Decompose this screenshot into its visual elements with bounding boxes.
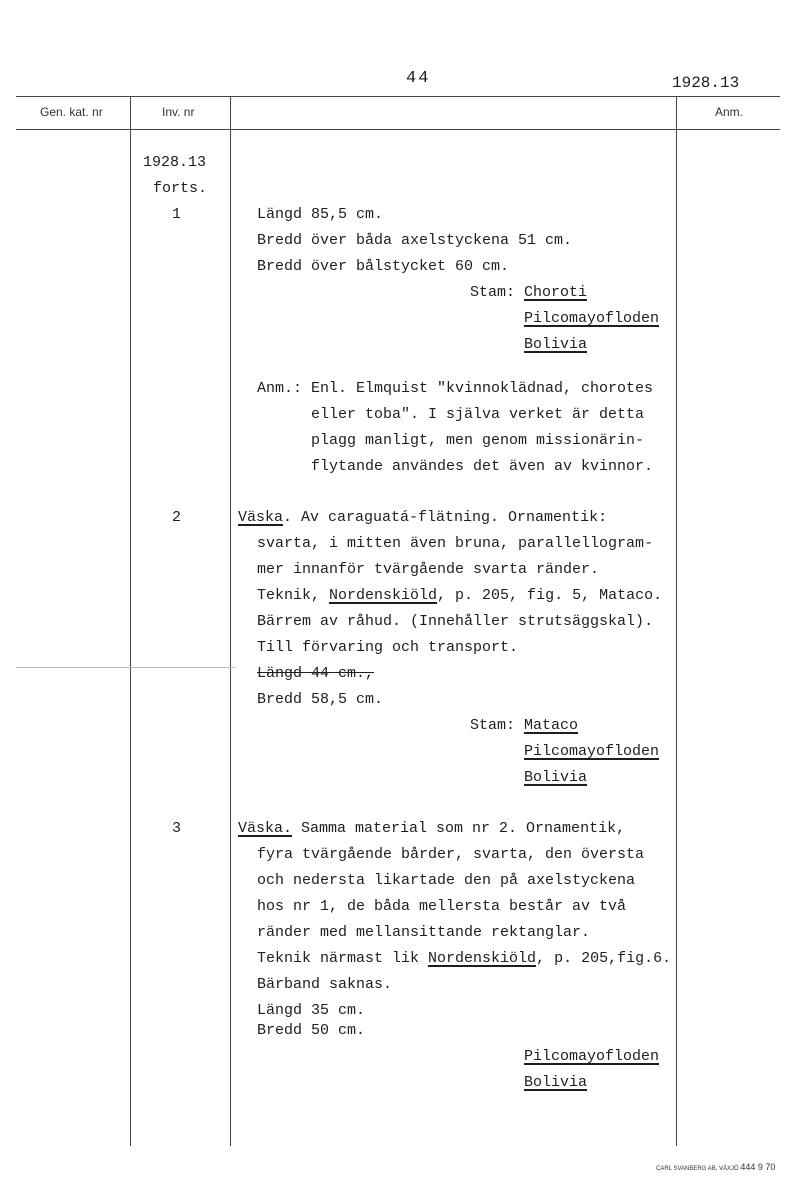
item1-tribe: Choroti — [524, 284, 588, 301]
item1-note-line-4: flytande användes det även av kvinnor. — [311, 458, 654, 475]
item2-line-6: Till förvaring och transport. — [257, 639, 519, 656]
item2-description-start: . Av caraguatá-flätning. Ornamentik: — [283, 509, 608, 526]
item1-river: Pilcomayofloden — [524, 310, 660, 327]
item2-technique-prefix: Teknik, — [257, 587, 330, 604]
item1-width-body: Bredd över bålstycket 60 cm. — [257, 258, 510, 275]
item3-line-5: ränder med mellansittande rektanglar. — [257, 924, 591, 941]
item3-line-4: hos nr 1, de båda mellersta består av två — [257, 898, 627, 915]
item3-technique-suffix: , p. 205,fig.6. — [536, 950, 672, 967]
inventory-number: 1928.13 — [143, 154, 207, 171]
column-header-inv: Inv. nr — [162, 105, 195, 119]
item2-line-3: mer innanför tvärgående svarta ränder. — [257, 561, 600, 578]
item1-stam-label: Stam: — [470, 284, 516, 301]
item3-line-1 — [238, 816, 625, 842]
item2-reference-author: Nordenskiöld — [329, 587, 438, 604]
item1-note-line-2: eller toba". I själva verket är detta — [311, 406, 645, 423]
printer-name: CARL SVANBERG AB, VÄXJÖ — [656, 1166, 739, 1172]
item1-length: Längd 85,5 cm. — [257, 206, 384, 223]
item1-note-line-1: Enl. Elmquist "kvinnoklädnad, chorotes — [311, 380, 654, 397]
item3-reference-author: Nordenskiöld — [428, 950, 537, 967]
item2-country: Bolivia — [524, 769, 588, 786]
item1-country: Bolivia — [524, 336, 588, 353]
item2-line-1 — [238, 505, 607, 531]
item1-note-line-3: plagg manligt, men genom missionärin- — [311, 432, 645, 449]
catalog-reference: 1928.13 — [672, 74, 740, 92]
item2-line-2: svarta, i mitten även bruna, parallellogram- — [257, 535, 654, 552]
column-divider-anm — [676, 96, 677, 1146]
form-code: 444 9 70 — [740, 1162, 776, 1172]
item2-width: Bredd 58,5 cm. — [257, 691, 384, 708]
item3-description-start: Samma material som nr 2. Ornamentik, — [292, 820, 626, 837]
item1-width-shoulders: Bredd över båda axelstyckena 51 cm. — [257, 232, 573, 249]
item2-tribe: Mataco — [524, 717, 579, 734]
item3-river: Pilcomayofloden — [524, 1048, 660, 1065]
page-number: 44 — [406, 69, 431, 88]
item1-anm-label: Anm.: — [257, 380, 303, 397]
item2-technique — [257, 583, 662, 609]
item3-technique — [257, 946, 671, 972]
column-header-gen: Gen. kat. nr — [40, 105, 103, 119]
column-divider-gen — [130, 96, 131, 1146]
item3-technique-prefix: Teknik närmast lik — [257, 950, 429, 967]
item3-line-2: fyra tvärgående bårder, svarta, den översta — [257, 846, 645, 863]
item3-line-3: och nedersta likartade den på axelstyckena — [257, 872, 636, 889]
item-number-1: 1 — [172, 206, 182, 223]
faint-row-rule — [16, 667, 236, 668]
item3-title: Väska. — [238, 820, 293, 837]
item3-line-7: Bärband saknas. — [257, 976, 393, 993]
item2-stam-label: Stam: — [470, 717, 516, 734]
item2-line-5: Bärrem av råhud. (Innehåller strutsäggskal). — [257, 613, 654, 630]
item3-length: Längd 35 cm. — [257, 1002, 366, 1019]
item-number-3: 3 — [172, 820, 182, 837]
column-divider-inv — [230, 96, 231, 1146]
item-number-2: 2 — [172, 509, 182, 526]
item2-river: Pilcomayofloden — [524, 743, 660, 760]
item2-length: Längd 44 cm., — [257, 665, 375, 682]
printer-imprint — [656, 1162, 775, 1172]
item3-country: Bolivia — [524, 1074, 588, 1091]
item3-width: Bredd 50 cm. — [257, 1022, 366, 1039]
item2-technique-suffix: , p. 205, fig. 5, Mataco. — [437, 587, 663, 604]
column-header-anm: Anm. — [715, 105, 744, 119]
item2-title: Väska — [238, 509, 284, 526]
continued-label: forts. — [153, 180, 208, 197]
